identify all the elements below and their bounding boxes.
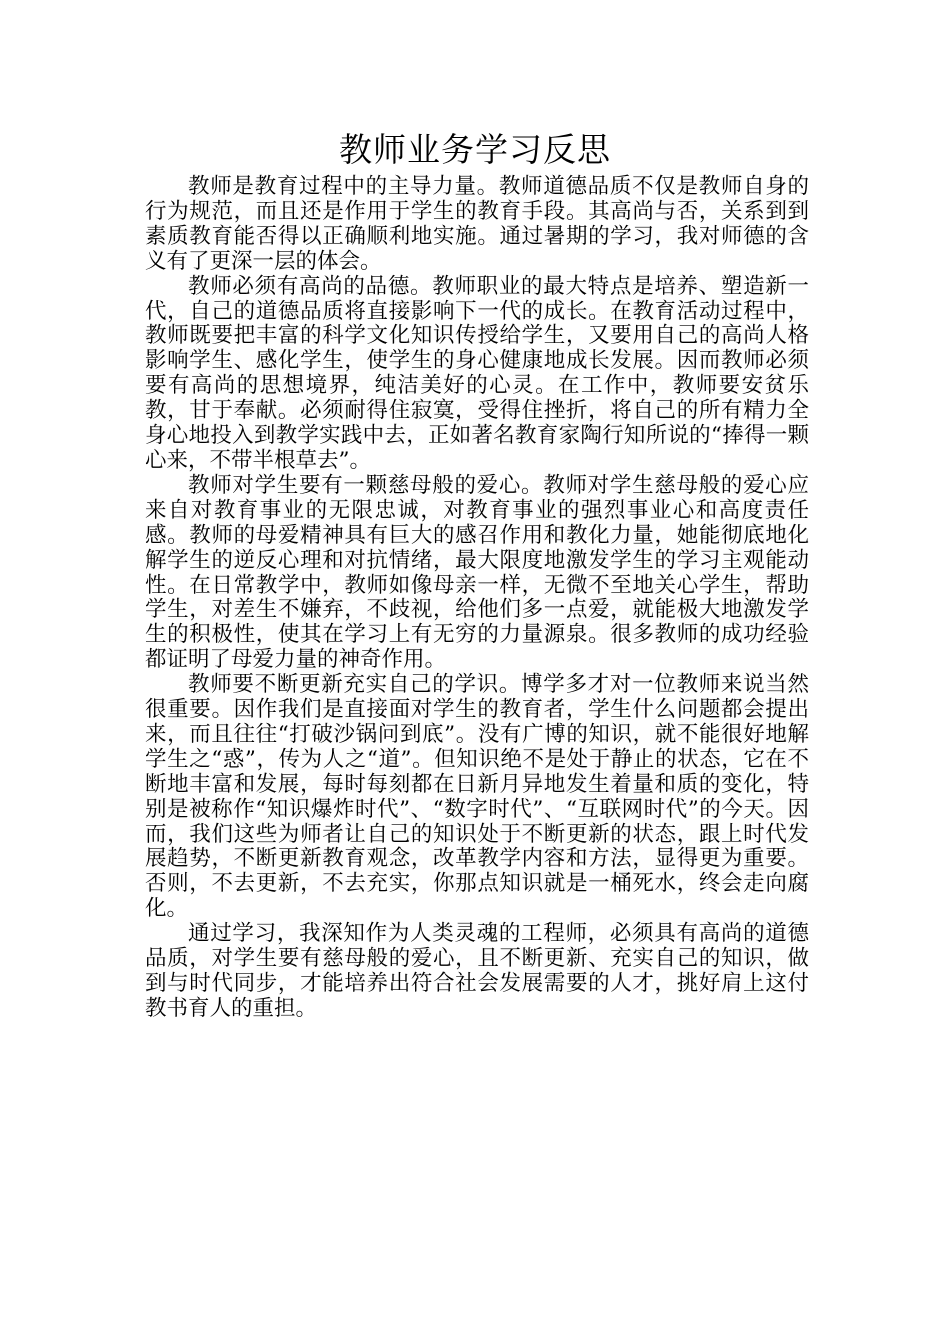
paragraph-intro: 教师是教育过程中的主导力量。教师道德品质不仅是教师自身的行为规范，而且还是作用于学生的教育手段。其高尚与否，关系到到素质教育能否得以正确顺利地实施。通过暑期的学习，我对师德的含义有了更深一层的体会。: [145, 174, 809, 274]
paragraph-update-knowledge: 教师要不断更新充实自己的学识。博学多才对一位教师来说当然很重要。因作我们是直接面对学生的教育者，学生什么问题都会提出来，而且往往“打破沙锅问到底”。没有广博的知识，就不能很好地解学生之“惑”，传为人之“道”。但知识绝不是处于静止的状态，它在不断地丰富和发展，每时每刻都在日新月异地发生着量和质的变化，特别是被称作“知识爆炸时代”、“数字时代”、“互联网时代”的今天。因而，我们这些为师者让自己的知识处于不断更新的状态，跟上时代发展趋势，不断更新教育观念，改革教学内容和方法，显得更为重要。否则，不去更新，不去充实，你那点知识就是一桶死水，终会走向腐化。: [145, 672, 809, 922]
document-title: 教师业务学习反思: [339, 130, 611, 169]
paragraph-motherly-love: 教师对学生要有一颗慈母般的爱心。教师对学生慈母般的爱心应来自对教育事业的无限忠诚，对教育事业的强烈事业心和高度责任感。教师的母爱精神具有巨大的感召作用和教化力量，她能彻底地化解学生的逆反心理和对抗情绪，最大限度地激发学生的学习主观能动性。在日常教学中，教师如像母亲一样，无微不至地关心学生，帮助学生，对差生不嫌弃，不歧视，给他们多一点爱，就能极大地激发学生的积极性，使其在学习上有无穷的力量源泉。很多教师的成功经验都证明了母爱力量的神奇作用。: [145, 472, 809, 673]
paragraph-noble-character: 教师必须有高尚的品德。教师职业的最大特点是培养、塑造新一代，自己的道德品质将直接影响下一代的成长。在教育活动过程中，教师既要把丰富的科学文化知识传授给学生，又要用自己的高尚人格影响学生、感化学生，使学生的身心健康地成长发展。因而教师必须要有高尚的思想境界，纯洁美好的心灵。在工作中，教师要安贫乐教，甘于奉献。必须耐得住寂寞，受得住挫折，将自己的所有精力全身心地投入到教学实践中去，正如著名教育家陶行知所说的“捧得一颗心来，不带半根草去”。: [145, 273, 809, 473]
paragraph-conclusion: 通过学习，我深知作为人类灵魂的工程师，必须具有高尚的道德品质，对学生要有慈母般的爱心，且不断更新、充实自己的知识，做到与时代同步，才能培养出符合社会发展需要的人才，挑好肩上这付教书育人的重担。: [145, 921, 809, 1021]
document-body: [145, 175, 809, 1022]
